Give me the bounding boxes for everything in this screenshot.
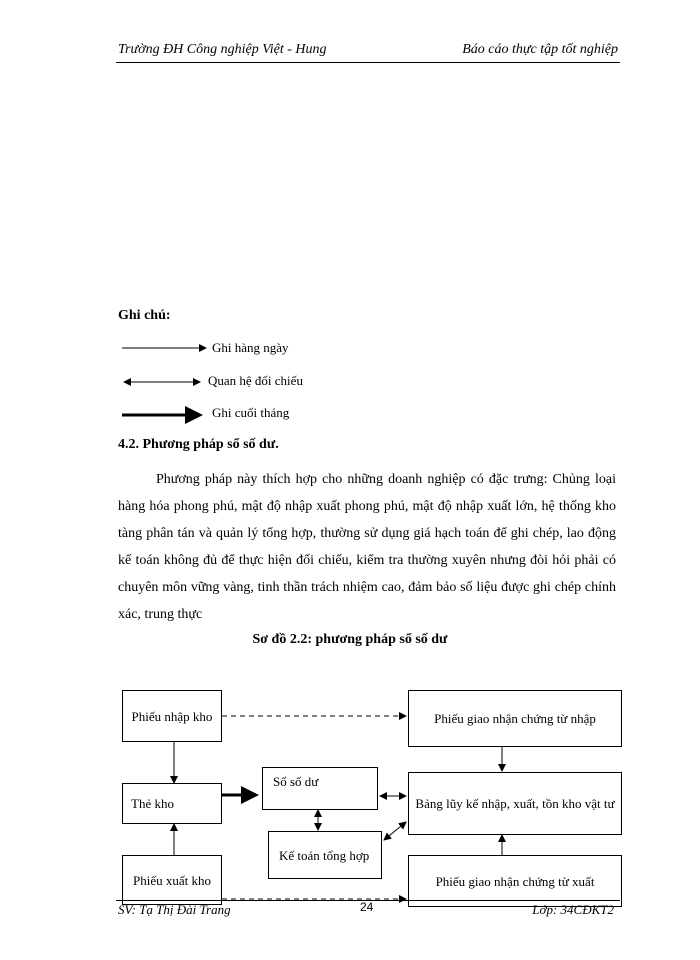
legend-monthly-label: Ghi cuối tháng: [212, 405, 290, 420]
arrow-ketoan-bangluyke: [384, 822, 406, 840]
box-giao-nhan-nhap: Phiếu giao nhận chứng từ nhập: [408, 690, 622, 747]
section-title: 4.2. Phương pháp sổ số dư.: [118, 437, 279, 452]
box-so-so-du: Sổ số dư: [262, 767, 378, 810]
box-bang-luy-ke: Bảng lũy kế nhập, xuất, tồn kho vật tư: [408, 772, 622, 835]
footer-class: Lớp: 34CĐKT2: [532, 902, 614, 917]
box-phieu-xuat-kho: Phiếu xuất kho: [122, 855, 222, 905]
section-paragraph-text: Phương pháp này thích hợp cho những doanh nghiệp có đặc trưng: Chủng loại hàng hóa phong phú, mật độ nhập xuất phong phú, mật độ nhập xuất lớn, hệ thống kho tàng phân tán và quản lý tổng hợp, thường sử dụng giá hạch toán để ghi chép, lao động kế toán không đủ để thực hiện đối chiếu, kiểm tra thường xuyên nhưng đòi hỏi phải có chuyên môn vững vàng, tinh thần trách nhiệm cao, đảm bảo số liệu được ghi chép chính xác, trung thực: [118, 472, 616, 622]
figure-title: Sơ đồ 2.2: phương pháp sổ số dư: [252, 632, 448, 647]
box-phieu-nhap-kho: Phiếu nhập kho: [122, 690, 222, 742]
legend-daily-label: Ghi hàng ngày: [212, 340, 289, 355]
page-number: 24: [360, 900, 374, 914]
legend-title: Ghi chú:: [118, 308, 171, 323]
legend-compare-label: Quan hệ đối chiếu: [208, 373, 303, 388]
header-report-title: Báo cáo thực tập tốt nghiệp: [462, 42, 618, 57]
footer-student: SV: Tạ Thị Đài Trang: [118, 902, 231, 917]
section-paragraph: [118, 466, 616, 628]
header-school: Trường ĐH Công nghiệp Việt - Hung: [118, 42, 327, 57]
box-giao-nhan-xuat: Phiếu giao nhận chứng từ xuất: [408, 855, 622, 907]
box-the-kho: Thẻ kho: [122, 783, 222, 824]
box-ke-toan-tong-hop: Kế toán tổng hợp: [268, 831, 382, 879]
